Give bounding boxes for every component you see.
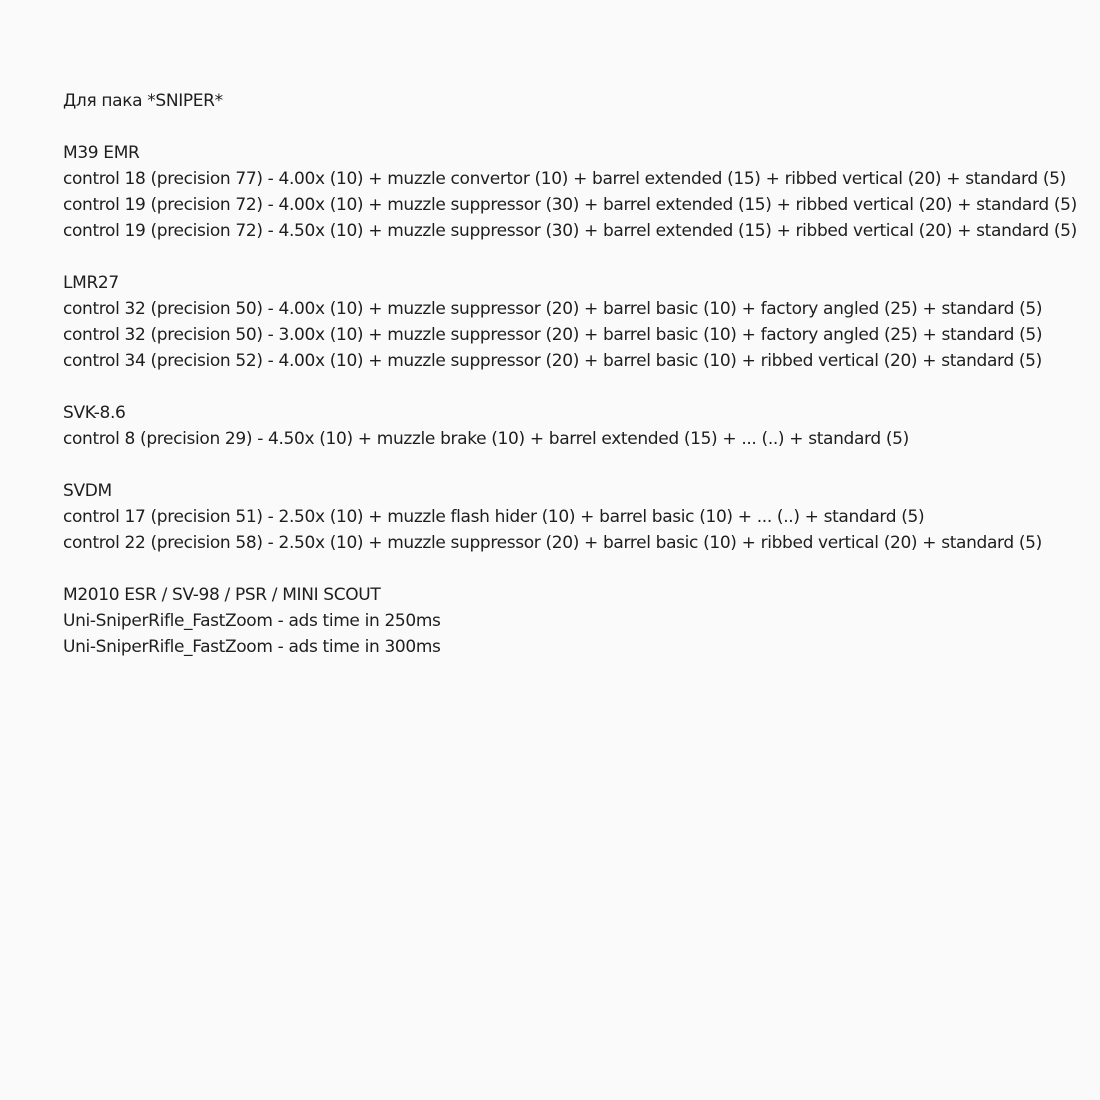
build-line: control 19 (precision 72) - 4.50x (10) + muzzle suppressor (30) + barrel extended (15) + ribbed vertical (20) + standard (5) (63, 221, 1077, 241)
spacer (63, 452, 1093, 478)
section-svk-8-6 (63, 400, 1093, 452)
spacer (63, 556, 1093, 582)
section-m2010-group (63, 582, 1093, 660)
build-line: control 8 (precision 29) - 4.50x (10) + muzzle brake (10) + barrel extended (15) + ... (..) + standard (5) (63, 429, 909, 449)
build-line: control 32 (precision 50) - 3.00x (10) + muzzle suppressor (20) + barrel basic (10) + factory angled (25) + standard (5) (63, 325, 1043, 345)
build-line: control 17 (precision 51) - 2.50x (10) + muzzle flash hider (10) + barrel basic (10) + ... (..) + standard (5) (63, 507, 925, 527)
build-line: control 32 (precision 50) - 4.00x (10) + muzzle suppressor (20) + barrel basic (10) + factory angled (25) + standard (5) (63, 299, 1043, 319)
build-line: Uni-SniperRifle_FastZoom - ads time in 250ms (63, 611, 441, 631)
section-title: SVDM (63, 481, 112, 501)
spacer (63, 114, 1093, 140)
section-m39-emr (63, 140, 1093, 244)
spacer (63, 374, 1093, 400)
section-lmr27 (63, 270, 1093, 374)
build-line: control 22 (precision 58) - 2.50x (10) + muzzle suppressor (20) + barrel basic (10) + ribbed vertical (20) + standard (5) (63, 533, 1042, 553)
document-header: Для пака *SNIPER* (63, 91, 223, 111)
build-line: control 19 (precision 72) - 4.00x (10) + muzzle suppressor (30) + barrel extended (15) + ribbed vertical (20) + standard (5) (63, 195, 1077, 215)
document-body (63, 88, 1093, 660)
section-svdm (63, 478, 1093, 556)
section-title: LMR27 (63, 273, 119, 293)
section-title: M39 EMR (63, 143, 140, 163)
build-line: control 34 (precision 52) - 4.00x (10) + muzzle suppressor (20) + barrel basic (10) + ribbed vertical (20) + standard (5) (63, 351, 1042, 371)
section-title: SVK-8.6 (63, 403, 126, 423)
build-line: control 18 (precision 77) - 4.00x (10) + muzzle convertor (10) + barrel extended (15) + ribbed vertical (20) + standard (5) (63, 169, 1066, 189)
build-line: Uni-SniperRifle_FastZoom - ads time in 300ms (63, 637, 441, 657)
spacer (63, 244, 1093, 270)
section-title: M2010 ESR / SV-98 / PSR / MINI SCOUT (63, 585, 381, 605)
